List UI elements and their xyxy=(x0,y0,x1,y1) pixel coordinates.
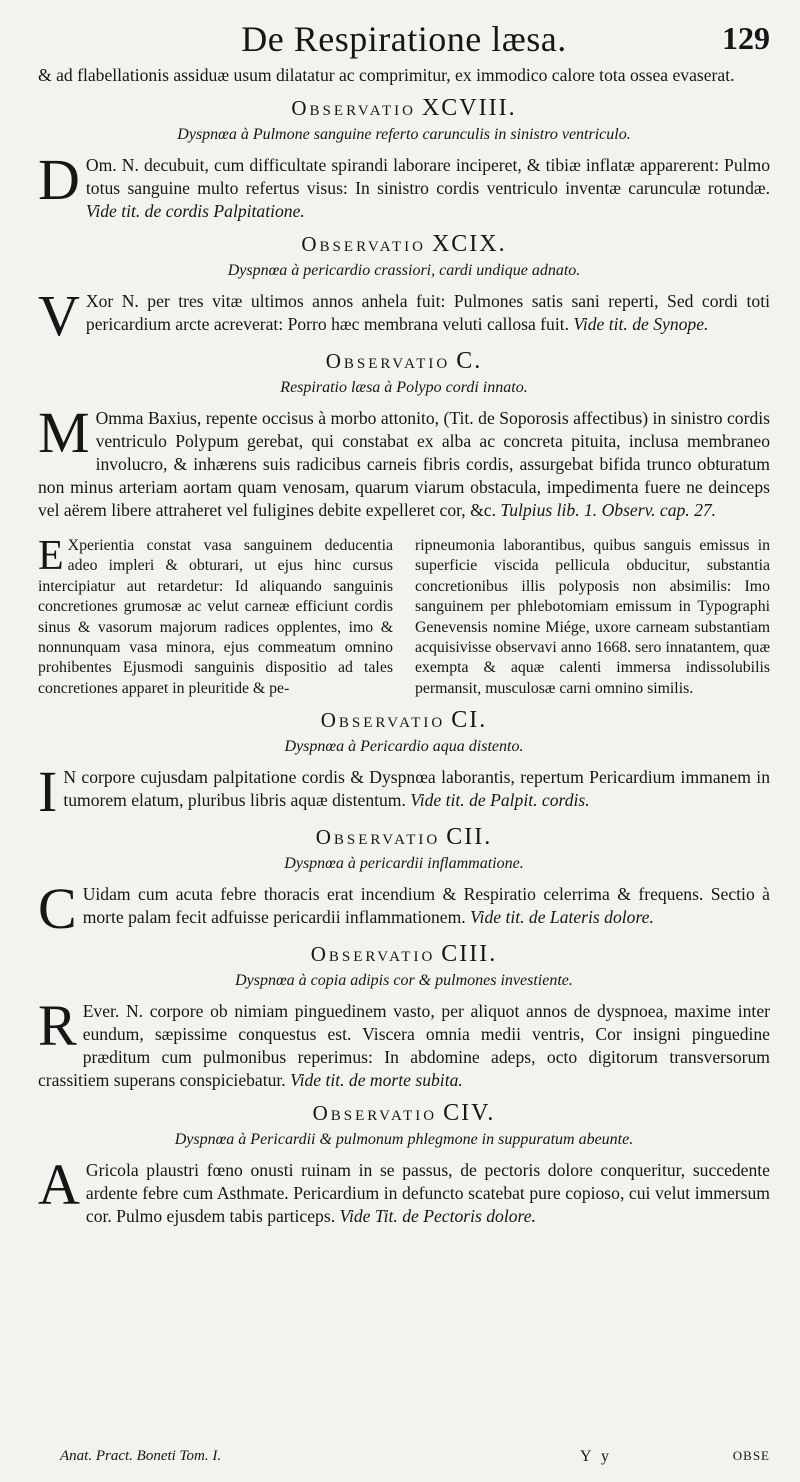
continuation-text: & ad flabellationis assiduæ usum dilatatur ac comprimitur, ex immodico calore tota ossea evaserat. xyxy=(38,65,735,85)
cross-reference: Vide tit. de Synope. xyxy=(573,314,709,334)
cross-reference: Vide tit. de cordis Palpitatione. xyxy=(85,201,305,221)
drop-cap: V xyxy=(38,283,80,348)
catchword: OBSE xyxy=(732,1448,770,1463)
page-title: De Respiratione læsa. xyxy=(241,19,567,59)
observation-heading xyxy=(38,348,770,375)
observation-label: Observatio xyxy=(310,942,436,967)
drop-cap: D xyxy=(38,147,80,212)
cross-reference: Tulpius lib. 1. Observ. cap. 27. xyxy=(500,500,717,520)
observation-heading xyxy=(38,707,770,734)
drop-cap: R xyxy=(38,993,77,1059)
drop-cap: M xyxy=(38,400,90,465)
running-head xyxy=(38,18,770,64)
observation-text: Xor N. per tres vitæ ultimos annos anhela fuit: Pulmones satis sani reperti, Sed cordi toti pericardium arcte acreverat: Porro hæc membrana veluti callosa fuit. xyxy=(85,291,770,334)
observation-number: XCVIII. xyxy=(421,95,517,121)
observation-body xyxy=(38,759,770,825)
observation-number: CII. xyxy=(446,824,493,851)
observation-subtitle: Dyspnœa à pericardii inflammatione. xyxy=(284,855,524,873)
observation-label: Observatio xyxy=(315,825,441,850)
drop-cap: E xyxy=(38,533,64,579)
observation-heading xyxy=(38,824,770,851)
observation-body xyxy=(38,1152,770,1228)
observation-text: Omma Baxius, repente occisus à morbo attonito, (Tit. de Soporosis affectibus) in sinistro cordis ventriculo Polypum gerebat, qui constabat ex alba ac concreta pituita, inclusa membraneo involucro, & inhærens suis radicibus carneis fibris cordis, assurgebat bifida trunco obturatum non minus arteriam aortam quam venosam, quarum viarum obstacula, impedimenta fuere ne deinceps vel aërem libere attraheret vel fuligines debite expelleret cor, &c. xyxy=(38,408,770,520)
observation-text: Ever. N. corpore ob nimiam pinguedinem vasto, per aliquot annos de dyspnoea, maxime inter eundum, sæpissime conquestus est. Viscera omnia medii ventris, Cor insigni pinguedine præditum cum pulmonibus reperimus: In abdomine adeps, octo digitorum transversorum crassitiem superans conspiciebatur. xyxy=(38,1001,770,1091)
cross-reference: Vide tit. de Lateris dolore. xyxy=(470,907,654,928)
observation-heading xyxy=(38,1100,770,1127)
observation-label: Observatio xyxy=(325,349,451,373)
cross-reference: Vide tit. de morte subita. xyxy=(290,1070,463,1091)
commentary-text-left: Xperientia constat vasa sanguinem deducentia adeo impleri & obturari, ut ejus hinc cursus intercipiatur aut retardetur: Id aliquando sanguinis concretiones grumosæ ac velut carneæ efficiunt cordis sinus & vasorum majorum radices opplentes, imo & nonnunquam vasa minora, ejus commeatum omnino prohibentes Ejusmodi sanguinis dispositio ad tales concretiones apparet in pleuritide & pe- xyxy=(38,537,393,697)
observation-subtitle: Respiratio læsa à Polypo cordi innato. xyxy=(280,379,528,396)
observation-number: CIII. xyxy=(441,941,498,968)
imprint-line: Anat. Pract. Boneti Tom. I. xyxy=(60,1448,222,1464)
observation-label: Observatio xyxy=(312,1101,438,1126)
observation-body xyxy=(38,283,770,348)
observation-body xyxy=(38,147,770,223)
page-footer xyxy=(60,1448,770,1465)
observation-number: C. xyxy=(456,348,483,374)
observation-label: Observatio xyxy=(320,708,446,733)
observation-body xyxy=(38,876,770,942)
observation-text: Om. N. decubuit, cum difficultate spirandi laborare inciperet, & tibiæ inflatæ apparerent: Pulmo totus sanguine multo refertus visus: In sinistro cordis ventriculo inventæ carunculæ rotundæ. xyxy=(85,155,770,198)
observation-number: XCIX. xyxy=(431,231,507,257)
signature-mark: Y y xyxy=(580,1448,612,1465)
observation-subtitle: Dyspnœa à copia adipis cor & pulmones investiente. xyxy=(235,972,573,990)
cross-reference: Vide Tit. de Pectoris dolore. xyxy=(339,1206,536,1227)
observation-text: Gricola plaustri fœno onusti ruinam in se passus, de pectoris dolore conqueritur, succedente ardente febre cum Asthmate. Pericardium in defuncto scatebat pure copioso, cui velut immersum cor. Pulmo ejusdem tabis particeps. xyxy=(85,1160,770,1227)
observation-body xyxy=(38,400,770,522)
observation-label: Observatio xyxy=(301,232,426,256)
observation-heading xyxy=(38,941,770,968)
observation-subtitle: Dyspnœa à pericardio crassiori, cardi undique adnato. xyxy=(227,262,581,279)
cross-reference: Vide tit. de Palpit. cordis. xyxy=(410,790,590,811)
drop-cap: C xyxy=(38,876,77,942)
commentary-right-column xyxy=(415,536,770,699)
commentary-text-right: ripneumonia laborantibus, quibus sanguis emissus in superficie viscida pellicula obducitur, substantia concretionibus illis polyposis non absimilis: Imo sanguinem per phlebotomiam emissum in Typographi Genevensis nomine Miége, uxore carneam substantiam acquisivisse observavi anno 1668. sero innatantem, quæ exempta & aquæ calenti immersa indissolubilis permansit, musculosæ carni omnino similis. xyxy=(415,537,770,697)
observation-number: CIV. xyxy=(443,1100,496,1127)
drop-cap: A xyxy=(38,1152,80,1218)
observation-label: Observatio xyxy=(291,96,416,120)
commentary-left-column xyxy=(38,533,393,699)
observation-body xyxy=(38,993,770,1092)
observation-subtitle: Dyspnœa à Pericardio aqua distento. xyxy=(284,738,524,756)
observation-subtitle: Dyspnœa à Pulmone sanguine referto carunculis in sinistro ventriculo. xyxy=(177,126,631,143)
observation-text: Uidam cum acuta febre thoracis erat incendium & Respiratio celerrima & frequens. Sectio à morte palam fecit adfuisse pericardii inflammationem. xyxy=(82,884,770,928)
drop-cap: I xyxy=(38,759,58,825)
observation-number: CI. xyxy=(451,707,488,734)
observation-subtitle: Dyspnœa à Pericardii & pulmonum phlegmone in suppuratum abeunte. xyxy=(174,1131,634,1149)
page-number: 129 xyxy=(722,20,770,56)
commentary-columns xyxy=(38,533,770,699)
observation-heading xyxy=(38,95,770,122)
observation-text: N corpore cujusdam palpitatione cordis & Dyspnœa laborantis, repertum Pericardium immanem in tumorem elatum, pluribus libris aquæ distentum. xyxy=(63,767,770,811)
observation-heading xyxy=(38,231,770,258)
